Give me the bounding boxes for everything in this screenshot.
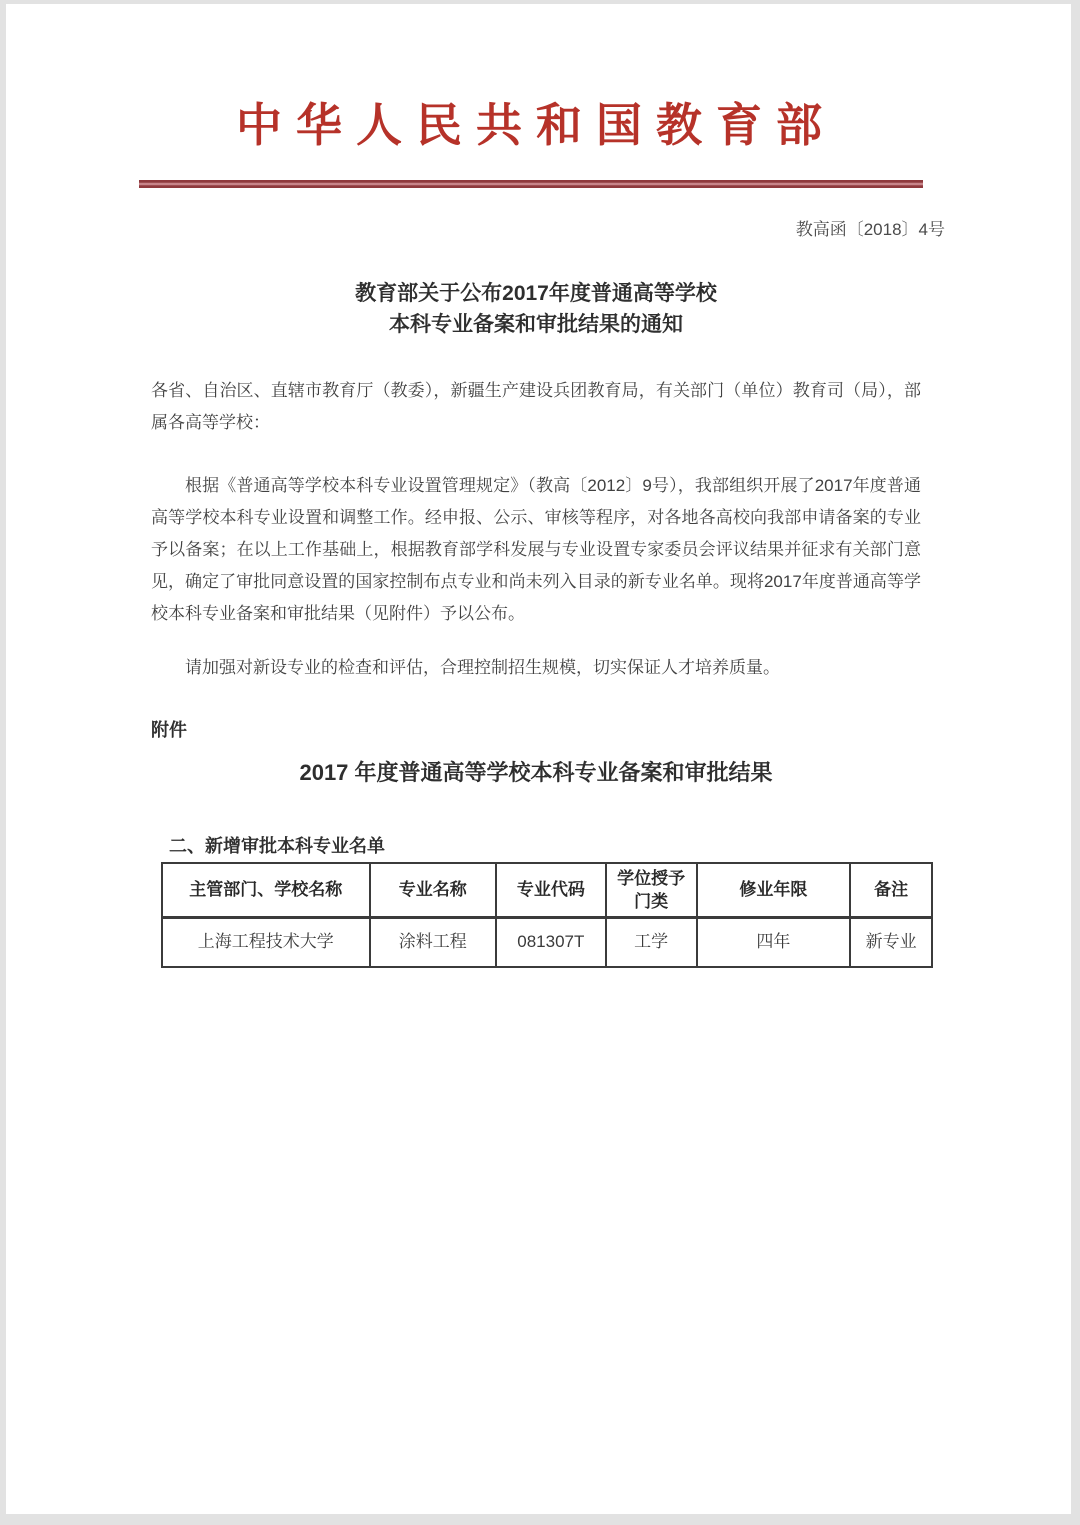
cell-school-name: 上海工程技术大学 xyxy=(162,917,370,967)
notice-title xyxy=(151,278,921,340)
document-content xyxy=(6,98,1071,968)
notice-title-line-1: 教育部关于公布2017年度普通高等学校 xyxy=(355,282,717,305)
addressee-line: 各省、自治区、直辖市教育厅（教委），新疆生产建设兵团教育局，有关部门（单位）教育司（局），部属各高等学校： xyxy=(151,381,921,432)
notice-title-line-2: 本科专业备案和审批结果的通知 xyxy=(389,313,683,336)
approved-majors-table xyxy=(161,862,933,968)
attachment-title: 2017 年度普通高等学校本科专业备案和审批结果 xyxy=(299,760,773,785)
cell-major-code: 081307T xyxy=(496,917,606,967)
cell-major-name: 涂料工程 xyxy=(370,917,497,967)
body-paragraph-2: 请加强对新设专业的检查和评估，合理控制招生规模，切实保证人才培养质量。 xyxy=(185,658,780,677)
document-page xyxy=(6,4,1071,1514)
table-data-row xyxy=(162,917,932,967)
col-header-authority-school: 主管部门、学校名称 xyxy=(162,863,370,917)
body-paragraph-1: 根据《普通高等学校本科专业设置管理规定》（教高〔2012〕9号），我部组织开展了2017年度普通高等学校本科专业设置和调整工作。经申报、公示、审核等程序，对各地各高校向我部申请备案的专业予以备案；在以上工作基础上，根据教育部学科发展与专业设置专家委员会评议结果并征求有关部门意见，确定了审批同意设置的国家控制布点专业和尚未列入目录的新专业名单。现将2017年度普通高等学校本科专业备案和审批结果（见附件）予以公布。 xyxy=(151,476,921,623)
cell-study-duration: 四年 xyxy=(697,917,851,967)
letterhead-rule xyxy=(139,180,923,188)
col-header-major-code: 专业代码 xyxy=(496,863,606,917)
table-header-row xyxy=(162,863,932,917)
section-heading-approved-majors: 二、新增审批本科专业名单 xyxy=(169,836,385,856)
cell-remarks: 新专业 xyxy=(850,917,932,967)
ministry-letterhead-title: 中华人民共和国教育部 xyxy=(236,100,836,151)
cell-degree-category: 工学 xyxy=(606,917,697,967)
document-number: 教高函〔2018〕4号 xyxy=(795,220,945,239)
col-header-study-duration: 修业年限 xyxy=(697,863,851,917)
attachment-label: 附件 xyxy=(151,720,187,740)
col-header-major-name: 专业名称 xyxy=(370,863,497,917)
col-header-remarks: 备注 xyxy=(850,863,932,917)
col-header-degree-category: 学位授予门类 xyxy=(606,863,697,917)
